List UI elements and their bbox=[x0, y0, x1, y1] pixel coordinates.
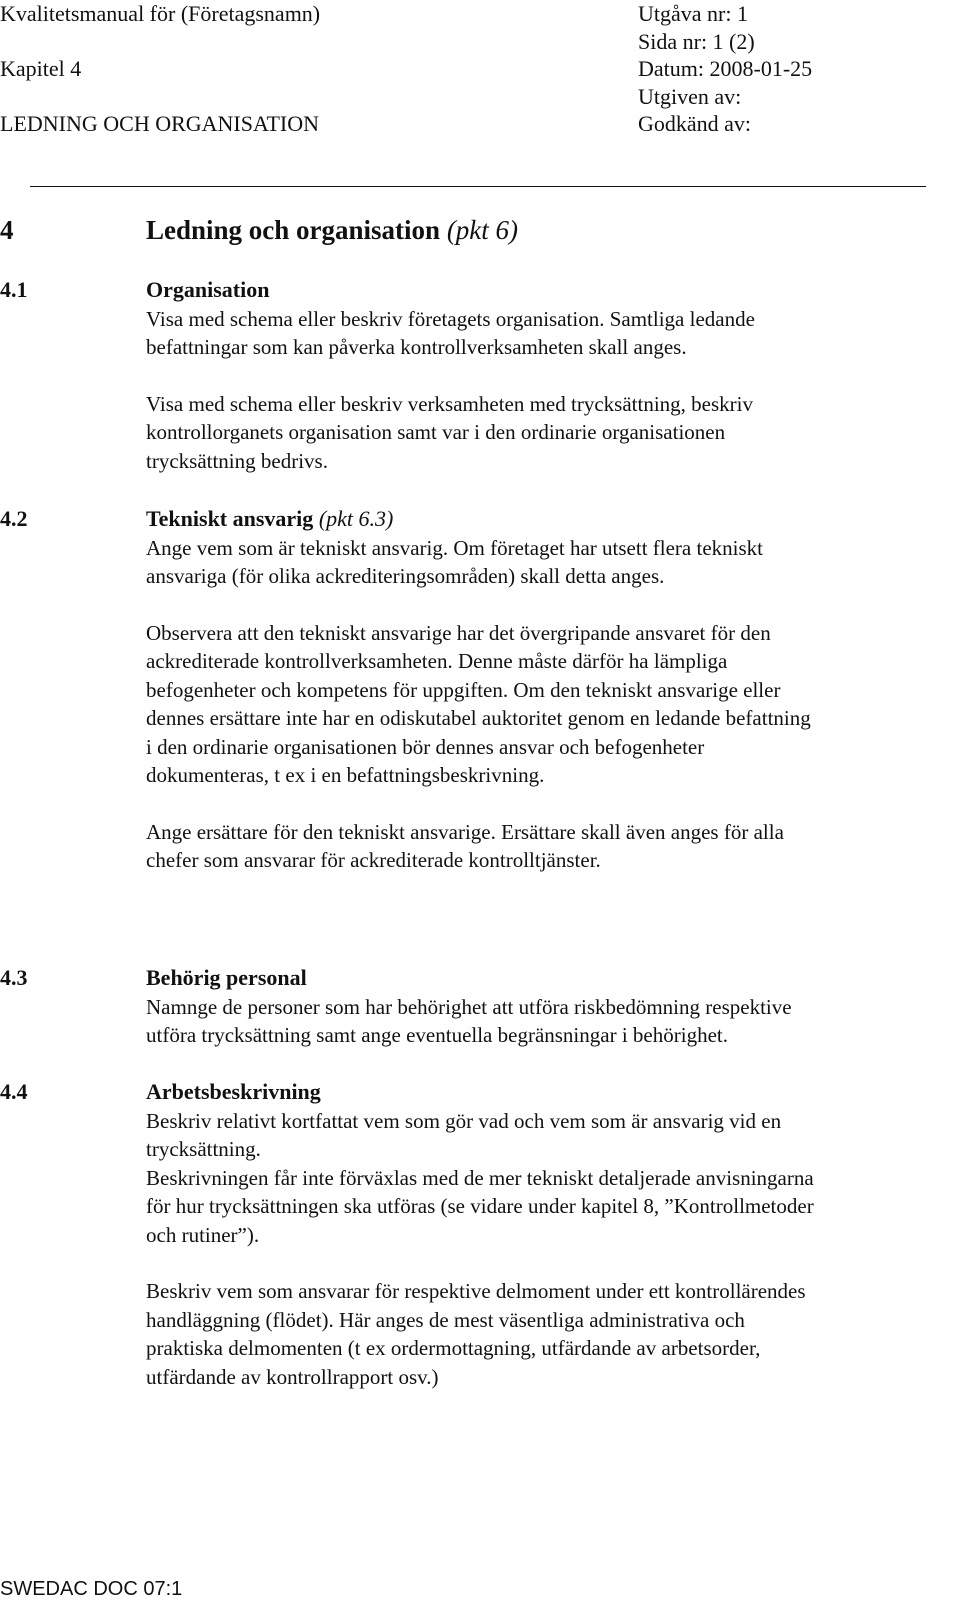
section-ref: (pkt 6.3) bbox=[318, 506, 394, 531]
section-number: 4.3 bbox=[0, 965, 28, 990]
section-number: 4.4 bbox=[0, 1079, 28, 1104]
header-chapter-title: LEDNING OCH ORGANISATION bbox=[0, 111, 319, 136]
header-issued-by: Utgiven av: bbox=[638, 84, 742, 109]
section-paragraph: Visa med schema eller beskriv företagets organisation. Samtliga ledande befattningar som kan påverka kontrollverksamheten skall anges. bbox=[146, 306, 755, 359]
section-paragraph: Ange ersättare för den tekniskt ansvarige. Ersättare skall även anges för alla chefer som ansvarar för ackrediterade kontrolltjänster. bbox=[146, 819, 784, 872]
section-body bbox=[146, 964, 946, 1050]
chapter-title: Ledning och organisation bbox=[146, 215, 441, 245]
section-title: Behörig personal bbox=[146, 965, 307, 990]
section-paragraph: Ange vem som är tekniskt ansvarig. Om företaget har utsett flera tekniskt ansvariga (för olika ackrediteringsområden) skall detta anges. bbox=[146, 535, 763, 588]
header-date: Datum: 2008-01-25 bbox=[638, 56, 813, 81]
section-paragraph: Beskriv vem som ansvarar för respektive delmoment under ett kontrollärendes handläggning (flödet). Här anges de mest väsentliga administrativa och praktiska delmomenten (t ex ordermottagning, utfärdande av arbetsorder, utfärdande av kontrollrapport osv.) bbox=[146, 1279, 806, 1389]
section-paragraph: Visa med schema eller beskriv verksamheten med trycksättning, beskriv kontrollorganets organisation samt var i den ordinarie organisationen trycksättning bedrivs. bbox=[146, 391, 753, 473]
section-body bbox=[146, 276, 946, 475]
section-title: Tekniskt ansvarig bbox=[146, 506, 314, 531]
section-title: Organisation bbox=[146, 277, 270, 302]
section-body bbox=[146, 505, 946, 875]
section-paragraph: Observera att den tekniskt ansvarige har det övergripande ansvaret för den ackrediterade kontrollverksamheten. Denne måste därför ha lämpliga befogenheter och kompetens för uppgiften. Om den tekniskt ansvarige eller dennes ersättare inte har en odiskutabel auktoritet genom en ledande befattning i den ordinarie organisationen bör dennes ansvar och befogenheter dokumenteras, t ex i en befattningsbeskrivning. bbox=[146, 620, 811, 787]
header-approved-by: Godkänd av: bbox=[638, 111, 752, 136]
header-chapter: Kapitel 4 bbox=[0, 56, 82, 81]
header-page-number: Sida nr: 1 (2) bbox=[638, 29, 755, 54]
document-footer: SWEDAC DOC 07:1 bbox=[0, 1578, 183, 1600]
section-body bbox=[146, 1078, 946, 1391]
header-manual-title: Kvalitetsmanual för (Företagsnamn) bbox=[0, 1, 321, 26]
header-edition: Utgåva nr: 1 bbox=[638, 1, 748, 26]
section-number: 4.2 bbox=[0, 506, 28, 531]
section-title-wrap bbox=[146, 505, 946, 534]
header-divider bbox=[30, 186, 926, 187]
chapter-title-wrap bbox=[146, 212, 518, 248]
chapter-ref: (pkt 6) bbox=[446, 215, 519, 245]
section-paragraph: Beskriv relativt kortfattat vem som gör vad och vem som är ansvarig vid en trycksättning. Beskrivningen får inte förväxlas med de mer tekniskt detaljerade anvisningarna för hur trycksättningen ska utföras (se vidare under kapitel 8, ”Kontrollmetoder och rutiner”). bbox=[146, 1108, 814, 1247]
section-number: 4.1 bbox=[0, 277, 28, 302]
section-title: Arbetsbeskrivning bbox=[146, 1079, 321, 1104]
chapter-number: 4 bbox=[0, 215, 14, 245]
section-paragraph: Namnge de personer som har behörighet att utföra riskbedömning respektive utföra trycksättning samt ange eventuella begränsningar i behörighet. bbox=[146, 994, 792, 1047]
